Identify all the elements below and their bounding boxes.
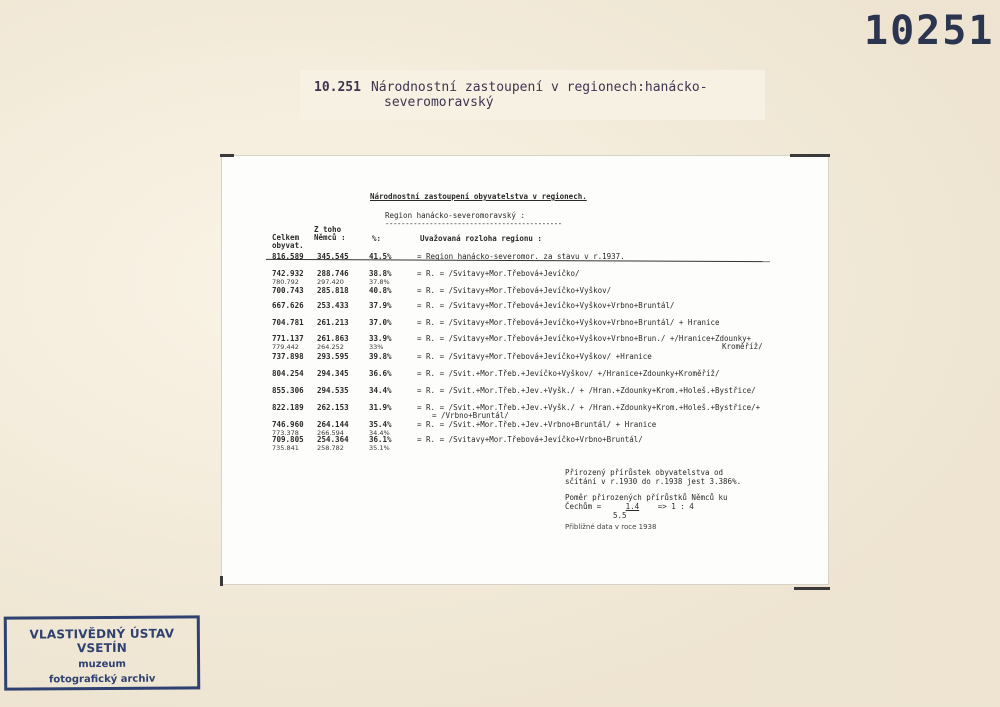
note-line: Poměr přirozených přírůstků Němců ku <box>565 493 728 502</box>
cell-total: 771.137 <box>272 334 304 343</box>
header-percent: %: <box>372 234 382 243</box>
cell-description: = Region hanácko-severomor. za stavu v r.1937. <box>417 252 625 261</box>
cell-german: 345.545 <box>317 252 349 261</box>
cell-description: = R. = /Svitavy+Mor.Třebová+Jevíčko+Vyškov+Vrbno+Brun./ +/Hranice+Zdounky+ <box>417 334 752 343</box>
handwritten-percent: 35.1% <box>369 444 390 452</box>
cell-total: 704.781 <box>272 318 304 327</box>
cell-description: = R. = /Svitavy+Mor.Třebová+Jevíčko+Vyškov+Vrbno+Bruntál/ + Hranice <box>417 318 720 327</box>
cell-description-continued: = /Vrbno+Bruntál/ <box>432 411 509 420</box>
handwritten-total: 735.841 <box>272 444 299 452</box>
cell-percent: 41.5% <box>369 252 392 261</box>
cell-german: 288.746 <box>317 269 349 278</box>
table-row <box>222 334 828 352</box>
handwritten-german: 266.594 <box>317 429 344 437</box>
table-row <box>222 369 828 387</box>
cell-description: = R. = /Svitavy+Mor.Třebová+Jevíčko+Vrbno+Bruntál/ <box>417 435 643 444</box>
cell-german: 294.535 <box>317 386 349 395</box>
cell-german: 262.153 <box>317 403 349 412</box>
cell-percent: 36.1% <box>369 435 392 444</box>
cell-description: = R. = /Svit.+Mor.Třeb.+Jev.+Vyšk./ + /Hran.+Zdounky+Krom.+Holeš.+Bystřice/ <box>417 386 756 395</box>
cell-total: 816.589 <box>272 252 304 261</box>
subtitle-underline: -------------------------------------------- <box>385 219 562 228</box>
note-line: Přirozený přírůstek obyvatelstva od <box>565 468 724 477</box>
cell-percent: 37.9% <box>369 301 392 310</box>
header-german: Z toho Němců : <box>314 225 346 242</box>
cell-total: 822.189 <box>272 403 304 412</box>
stamp-line3: fotografický archiv <box>48 673 156 686</box>
cell-description: = R. = /Svitavy+Mor.Třebová+Jevíčko+Vyškov+Vrbno+Bruntál/ <box>417 301 675 310</box>
cell-total: 709.805 <box>272 435 304 444</box>
note-ratio-fraction: 1.4 <box>625 502 640 511</box>
table-row <box>222 269 828 287</box>
document-title: Národnostní zastoupení obyvatelstva v regionech. <box>370 192 587 201</box>
cell-total: 855.306 <box>272 386 304 395</box>
header-total: Celkem obyvat. <box>272 233 304 250</box>
photograph <box>222 156 828 584</box>
handwritten-german: 264.252 <box>317 343 344 351</box>
stamp-line1: VLASTIVĚDNÝ ÚSTAV VSETÍN <box>29 626 175 656</box>
note-line: sčítání v r.1930 do r.1938 jest 3.386%. <box>565 477 742 486</box>
stamp-line2: muzeum <box>78 658 126 671</box>
handwritten-total: 779.442 <box>272 343 299 351</box>
cell-description: = R. = /Svitavy+Mor.Třebová+Jevíčko/ <box>417 269 580 278</box>
archive-number: 10251 <box>864 8 995 54</box>
handwritten-german: 258.782 <box>317 444 344 452</box>
note-ratio-label: Čechům = <box>565 502 602 511</box>
handwritten-total: 773.378 <box>272 429 299 437</box>
table-row <box>222 352 828 370</box>
notes-block <box>565 468 741 532</box>
cell-description-continued: Kroměříž/ <box>722 342 763 351</box>
cell-german: 253.433 <box>317 301 349 310</box>
cell-german: 261.863 <box>317 334 349 343</box>
handwritten-percent: 33% <box>369 343 384 351</box>
cell-description: = R. = /Svit.+Mor.Třeb.+Jev.+Vyšk./ + /Hran.+Zdounky+Krom.+Holeš.+Bystřice/+ <box>417 403 761 412</box>
cell-percent: 38.8% <box>369 269 392 278</box>
handwritten-total: 780.792 <box>272 278 299 286</box>
caption-line2: severomoravský <box>384 95 494 110</box>
header-description: Uvažovaná rozloha regionu : <box>420 234 542 243</box>
handwritten-percent: 34.4% <box>369 429 390 437</box>
cell-percent: 39.8% <box>369 352 392 361</box>
cell-description: = R. = /Svit.+Mor.Třeb.+Jevíčko+Vyškov/ +/Hranice+Zdounky+Kroměříž/ <box>417 369 720 378</box>
cell-german: 254.364 <box>317 435 349 444</box>
handwritten-percent: 37.8% <box>369 278 390 286</box>
cell-german: 285.818 <box>317 286 349 295</box>
table-row <box>222 435 828 453</box>
table-row <box>222 301 828 319</box>
cell-german: 264.144 <box>317 420 349 429</box>
document-subtitle: Region hanácko-severomoravský : <box>385 211 525 220</box>
photo-corner <box>794 587 830 590</box>
museum-stamp <box>4 615 201 690</box>
cell-german: 294.345 <box>317 369 349 378</box>
cell-description: = R. = /Svitavy+Mor.Třebová+Jevíčko+Vyškov/ +Hranice <box>417 352 652 361</box>
note-ratio-denominator: 5.5 <box>613 511 627 520</box>
handwritten-german: 297.420 <box>317 278 344 286</box>
note-ratio-result: => 1 : 4 <box>657 502 694 511</box>
cell-total: 804.254 <box>272 369 304 378</box>
cell-percent: 35.4% <box>369 420 392 429</box>
table-row <box>222 403 828 421</box>
caption-line1: Národnostní zastoupení v regionech:hanácko- <box>370 80 708 95</box>
cell-total: 742.932 <box>272 269 304 278</box>
typed-document <box>222 156 828 584</box>
cell-percent: 36.6% <box>369 369 392 378</box>
cell-description: = R. = /Svit.+Mor.Třeb.+Jev.+Vrbno+Bruntál/ + Hranice <box>417 420 657 429</box>
cell-percent: 40.8% <box>369 286 392 295</box>
caption-number: 10.251 <box>314 80 361 95</box>
cell-german: 293.595 <box>317 352 349 361</box>
cell-percent: 37.0% <box>369 318 392 327</box>
cell-percent: 33.9% <box>369 334 392 343</box>
cell-total: 700.743 <box>272 286 304 295</box>
cell-description: = R. = /Svitavy+Mor.Třebová+Jevíčko+Vyškov/ <box>417 286 612 295</box>
caption-label <box>300 70 765 120</box>
cell-total: 667.626 <box>272 301 304 310</box>
table-row <box>222 252 828 270</box>
cell-percent: 31.9% <box>369 403 392 412</box>
table-row <box>222 386 828 404</box>
cell-german: 261.213 <box>317 318 349 327</box>
cell-total: 746.960 <box>272 420 304 429</box>
cell-total: 737.898 <box>272 352 304 361</box>
handwritten-note: Přibližné data v roce 1938 <box>565 523 657 531</box>
cell-percent: 34.4% <box>369 386 392 395</box>
